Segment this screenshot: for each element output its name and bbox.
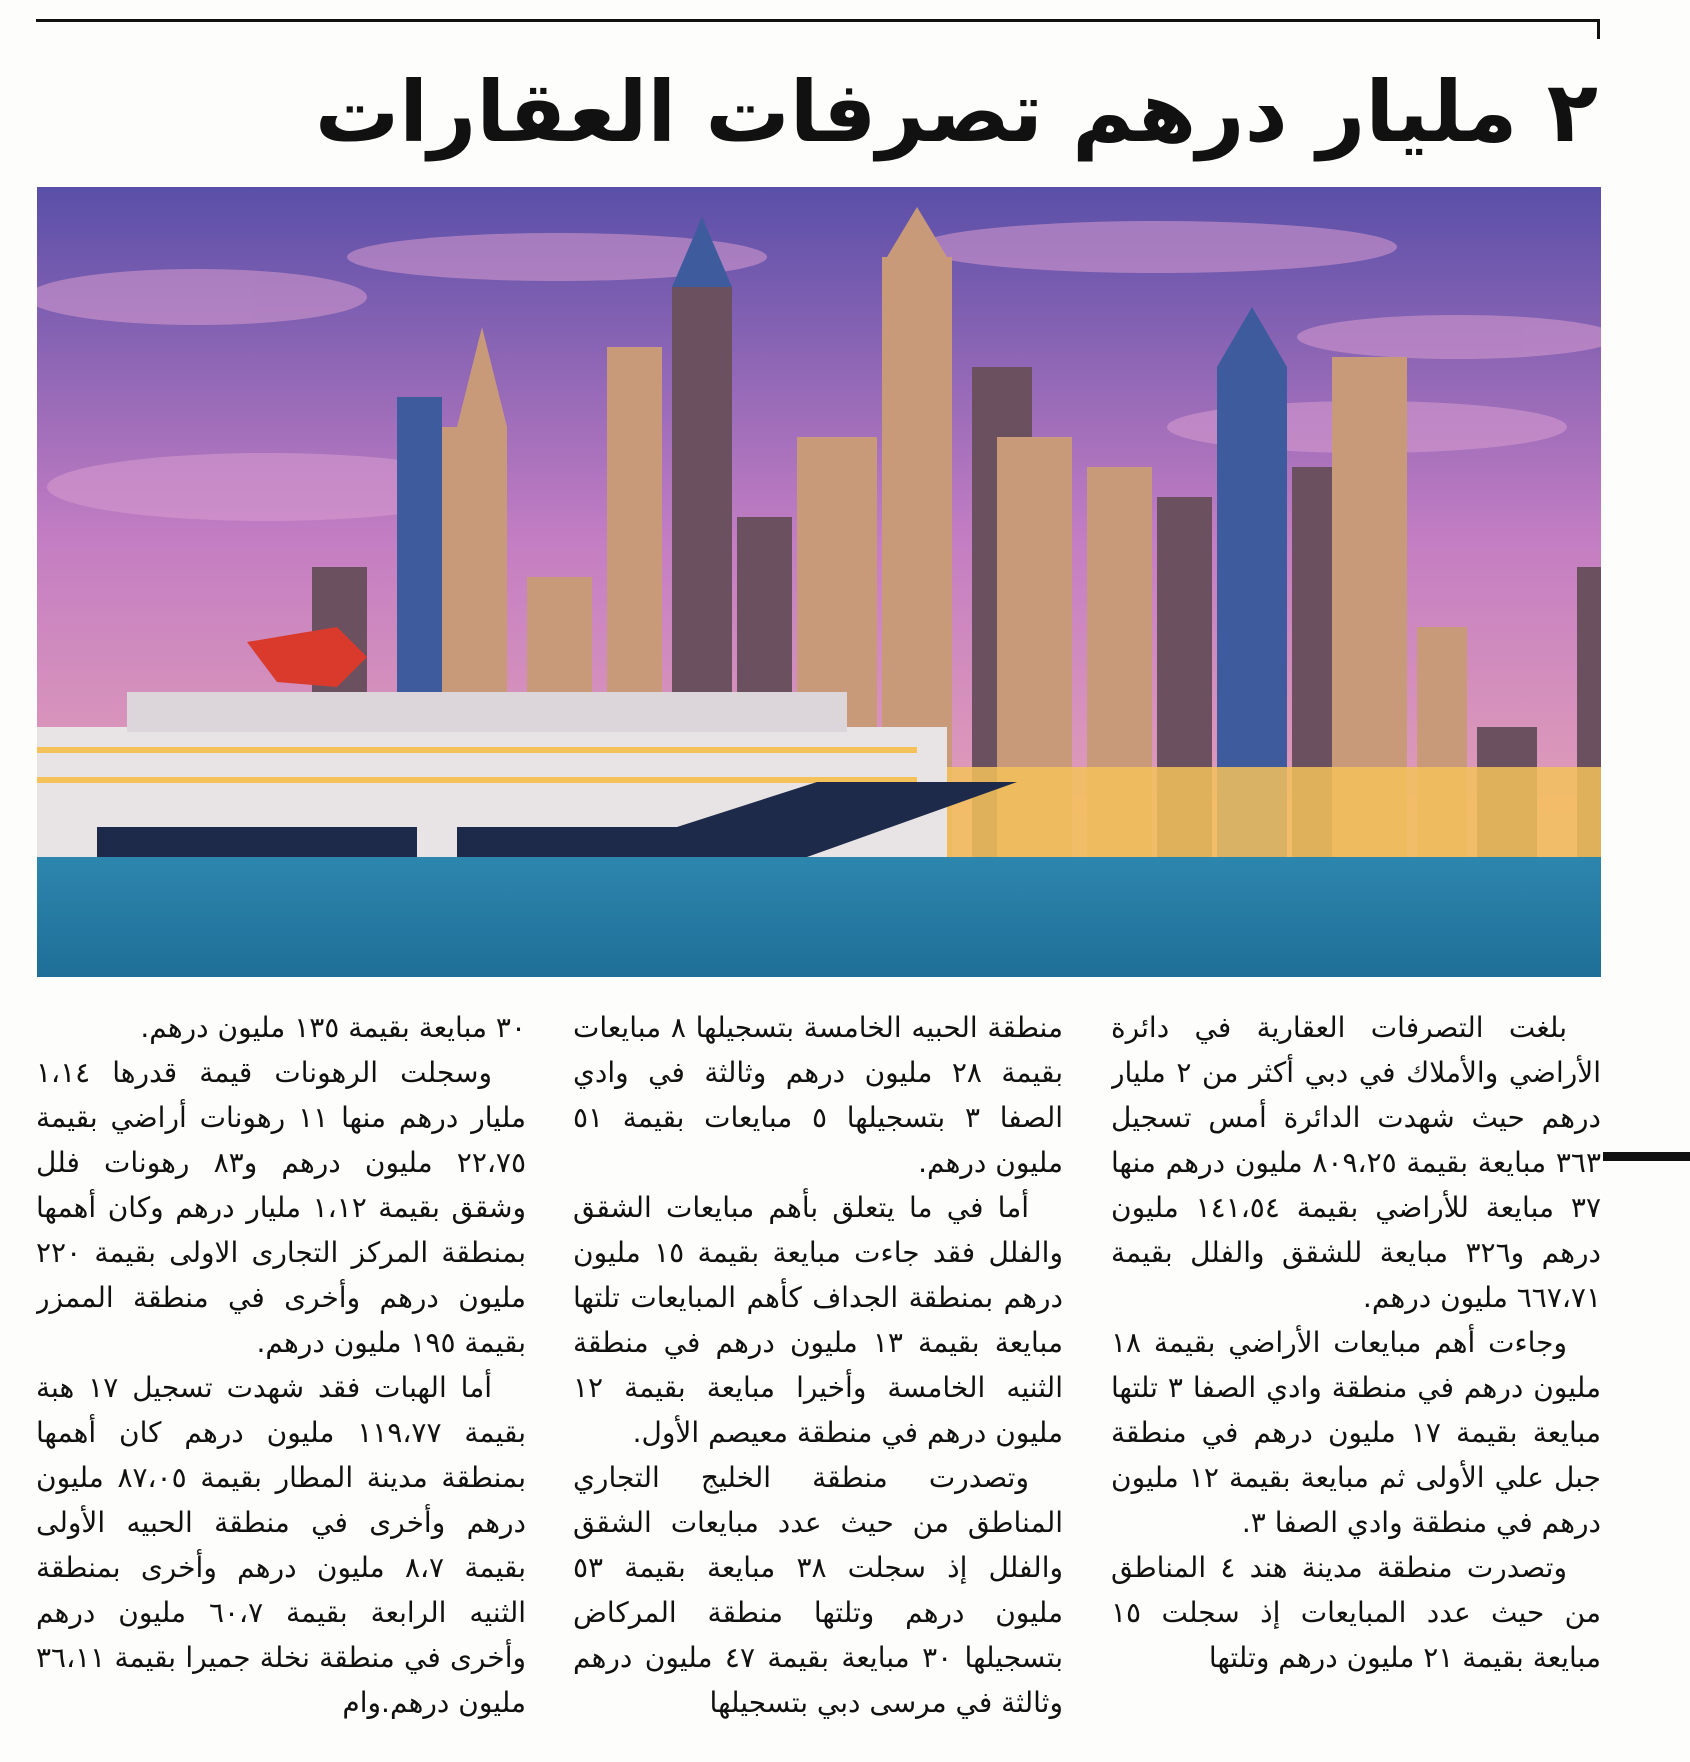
paragraph: منطقة الحبيه الخامسة بتسجيلها ٨ مبايعات بقيمة ٢٨ مليون درهم وثالثة في وادي الصفا ٣ بتسجيلها ٥ مبايعات بقيمة ٥١ مليون درهم. xyxy=(573,1011,1063,1179)
paragraph: ٣٠ مبايعة بقيمة ١٣٥ مليون درهم. xyxy=(140,1011,526,1044)
cloud xyxy=(917,221,1397,273)
water xyxy=(37,857,1601,977)
paragraph: بلغت التصرفات العقارية في دائرة الأراضي والأملاك في دبي أكثر من ٢ مليار درهم حيث شهدت الدائرة أمس تسجيل ٣٦٣ مبايعة بقيمة ٨٠٩،٢٥ مليون درهم منها ٣٧ مبايعة للأراضي بقيمة ١٤١،٥٤ مليون درهم و٣٢٦ مبايعة للشقق والفلل بقيمة ٦٦٧،٧١ مليون درهم. xyxy=(1111,1011,1601,1314)
paragraph: وتصدرت منطقة مدينة هند ٤ المناطق من حيث عدد المبايعات إذ سجلت ١٥ مبايعة بقيمة ٢١ مليون درهم وتلتها xyxy=(1111,1551,1601,1674)
headline: ٢ مليار درهم تصرفات العقارات xyxy=(314,63,1598,161)
cloud xyxy=(37,269,367,325)
ship-upper-deck xyxy=(127,692,847,732)
top-rule xyxy=(36,19,1600,22)
dubai-marina-photo xyxy=(37,187,1601,977)
paragraph: أما في ما يتعلق بأهم مبايعات الشقق والفلل فقد جاءت مبايعة بقيمة ١٥ مليون درهم بمنطقة الجداف كأهم المبايعات تلتها مبايعة بقيمة ١٣ مليون درهم في منطقة الثنيه الخامسة وأخيرا مبايعة بقيمة ١٢ مليون درهم في منطقة معيصم الأول. xyxy=(573,1191,1063,1449)
paragraph: وسجلت الرهونات قيمة قدرها ١،١٤ مليار درهم منها ١١ رهونات أراضي بقيمة ٢٢،٧٥ مليون درهم و٨٣ رهونات فلل وشقق بقيمة ١،١٢ مليار درهم وكان أهمها بمنطقة المركز التجارى الاولى بقيمة ٢٢٠ مليون درهم وأخرى في منطقة الممزر بقيمة ١٩٥ مليون درهم. xyxy=(36,1056,526,1359)
tugboat xyxy=(97,827,417,857)
article-column-3 xyxy=(36,1005,526,1745)
article-column-2 xyxy=(573,1005,1063,1745)
paragraph: أما الهبات فقد شهدت تسجيل ١٧ هبة بقيمة ١١٩،٧٧ مليون درهم كان أهمها بمنطقة مدينة المطار بقيمة ٨٧،٠٥ مليون درهم وأخرى في منطقة الحبيه الأولى بقيمة ٨،٧ مليون درهم وأخرى بمنطقة الثنيه الرابعة بقيمة ٦٠،٧ مليون درهم وأخرى في منطقة نخلة جميرا بقيمة ٣٦،١١ مليون درهم.وام xyxy=(36,1371,526,1719)
paragraph: وتصدرت منطقة الخليج التجاري المناطق من حيث عدد مبايعات الشقق والفلل إذ سجلت ٣٨ مبايعة بقيمة ٥٣ مليون درهم وتلتها منطقة المركاض بتسجيلها ٣٠ مبايعة بقيمة ٤٧ مليون درهم وثالثة في مرسى دبي بتسجيلها xyxy=(573,1461,1063,1719)
article-column-1 xyxy=(1111,1005,1601,1745)
margin-rule xyxy=(1603,1152,1690,1161)
ship-deck-lights xyxy=(37,747,917,753)
ship-deck-lights xyxy=(37,777,917,783)
paragraph: وجاءت أهم مبايعات الأراضي بقيمة ١٨ مليون درهم في منطقة وادي الصفا ٣ تلتها مبايعة بقيمة ١٧ مليون درهم في منطقة جبل علي الأولى ثم مبايعة بقيمة ١٢ مليون درهم في منطقة وادي الصفا ٣. xyxy=(1111,1326,1601,1539)
waterfront-lights xyxy=(937,767,1601,862)
top-rule-tick xyxy=(1597,19,1600,39)
